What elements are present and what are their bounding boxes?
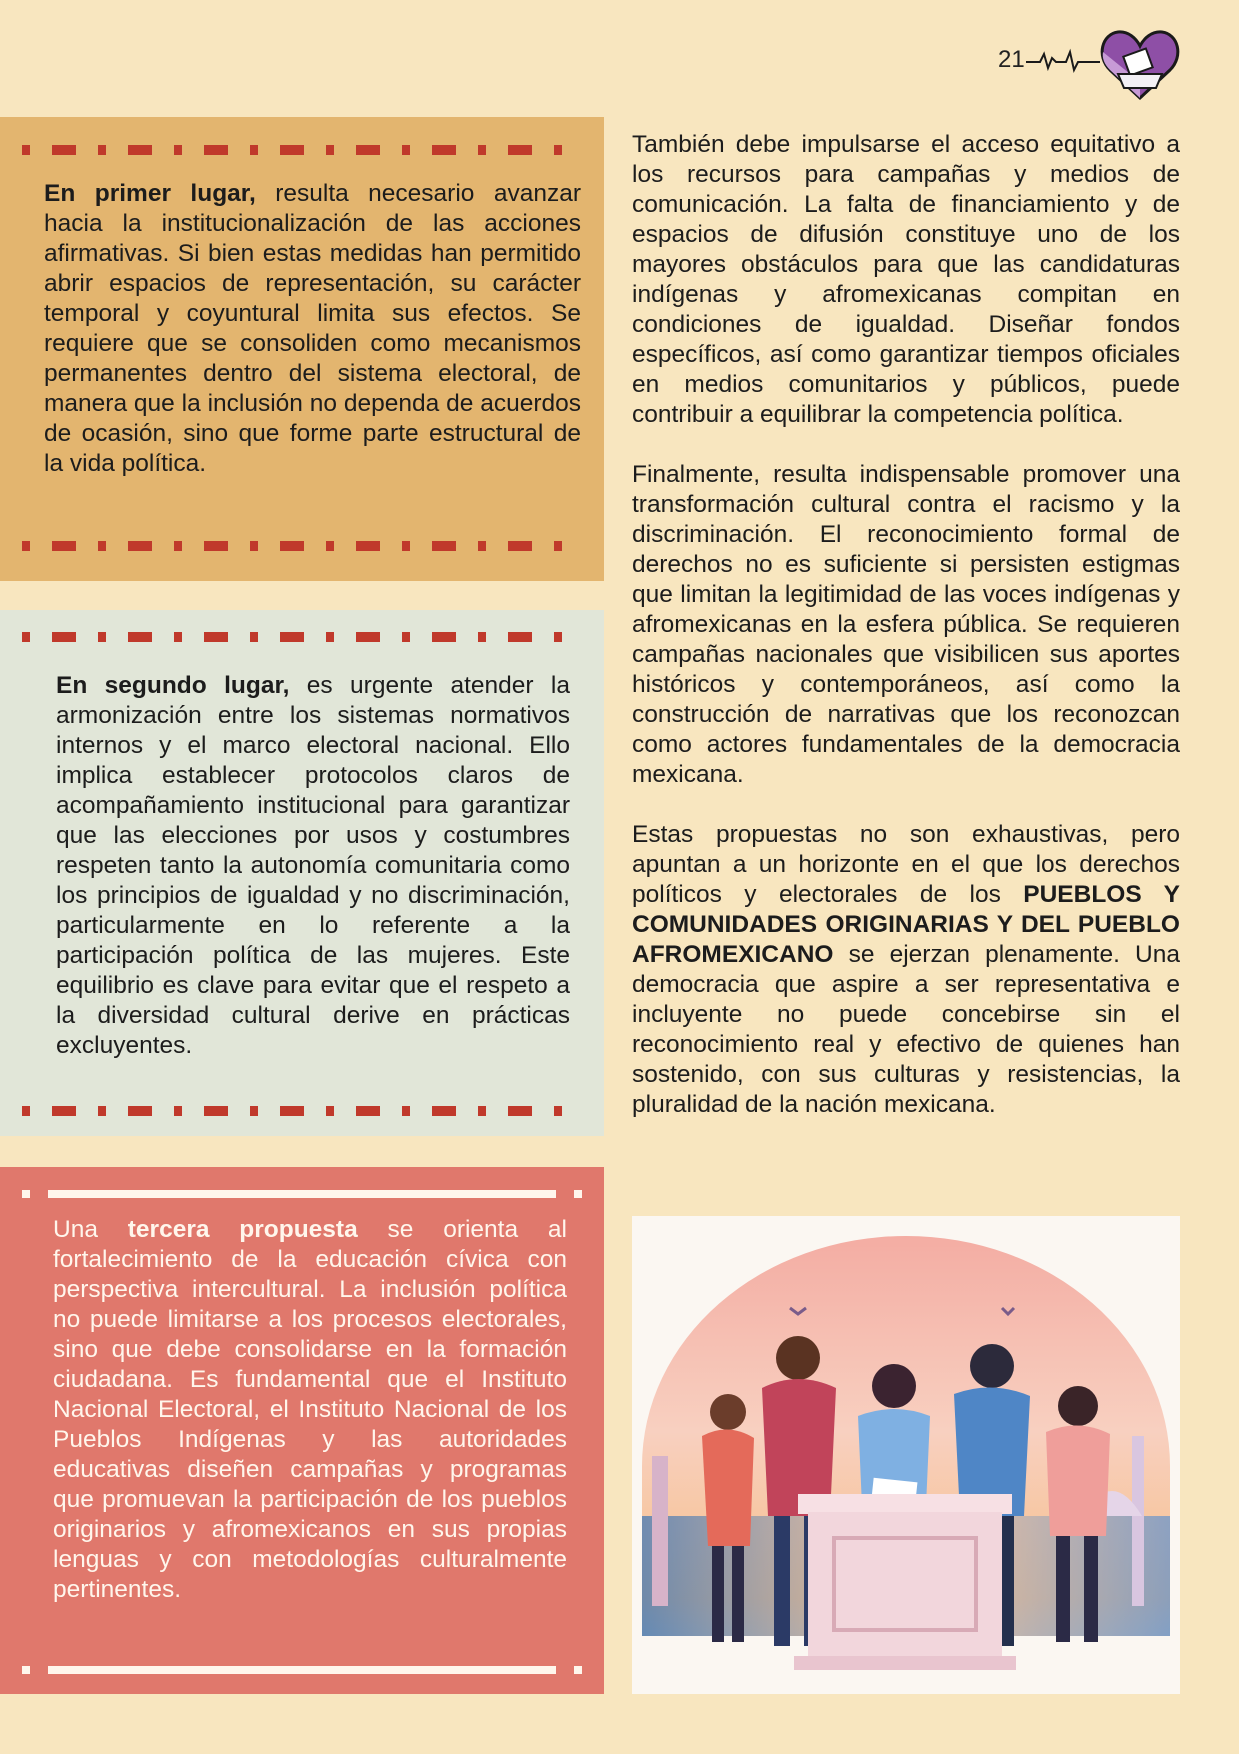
first-proposal-lead: En primer lugar, (44, 180, 256, 207)
dashed-border-bottom (22, 541, 582, 551)
first-proposal-box (0, 117, 604, 581)
dashed-border-top (22, 145, 582, 155)
second-proposal-text: En segundo lugar, es urgente atender la armonización entre los sistemas normativos internos y el marco electoral nacional. Ello implica establecer protocolos claros de acompañamiento institucional para garantizar que las elecciones por usos y costumbres respeten tanto la autonomía comunitaria como los principios de igualdad y no discriminación, particularmente en lo referente a la participación política de las mujeres. Este equilibrio es clave para evitar que el respeto a la diversidad cultural derive en prácticas excluyentes. (56, 672, 570, 1059)
heart-ballot-icon (1026, 22, 1180, 102)
third-proposal-box (0, 1167, 604, 1694)
page-number: 21 (998, 46, 1025, 73)
dashed-border-top (22, 632, 582, 642)
right-column (632, 130, 1180, 1150)
third-proposal-text: Una tercera propuesta se orienta al fortalecimiento de la educación cívica con perspectiva intercultural. La inclusión política no puede limitarse a los procesos electorales, sino que debe consolidarse en la formación ciudadana. Es fundamental que el Instituto Nacional Electoral, el Instituto Nacional de los Pueblos Indígenas y las autoridades educativas diseñen campañas y programas que promuevan la participación de los pueblos originarios y afromexicanos en sus propias lenguas y con metodologías culturalmente pertinentes. (53, 1216, 567, 1603)
highlighted-peoples: PUEBLOS Y COMUNIDADES ORIGINARIAS Y DEL PUEBLO AFROMEXICANO (632, 881, 1180, 968)
voting-community-illustration (632, 1216, 1180, 1694)
second-proposal-lead: En segundo lugar, (56, 672, 290, 699)
second-proposal-box (0, 610, 604, 1136)
border-top (22, 1189, 582, 1199)
paragraph-conclusion: Estas propuestas no son exhaustivas, pero apuntan a un horizonte en el que los derechos políticos y electorales de los PUEBLOS Y COMUNIDADES ORIGINARIAS Y DEL PUEBLO AFROMEXICANO se ejerzan plenamente. Una democracia que aspire a ser representativa e incluyente no puede concebirse sin el reconocimiento real y efectivo de quienes han sostenido, con sus culturas y resistencias, la pluralidad de la nación mexicana. (632, 821, 1180, 1118)
dashed-border-bottom (22, 1106, 582, 1116)
third-proposal-lead: tercera propuesta (127, 1216, 358, 1243)
paragraph-cultural-transformation: Finalmente, resulta indispensable promover una transformación cultural contra el racismo y la discriminación. El reconocimiento formal de derechos no es suficiente si persisten estigmas que limitan la legitimidad de las voces indígenas y afromexicanas en la esfera pública. Se requieren campañas nacionales que visibilicen sus aportes históricos y contemporáneos, así como la construcción de narrativas que los reconozcan como actores fundamentales de la democracia mexicana. (632, 461, 1180, 788)
first-proposal-text: En primer lugar, resulta necesario avanzar hacia la institucionalización de las acciones afirmativas. Si bien estas medidas han permitido abrir espacios de representación, su carácter temporal y coyuntural limita sus efectos. Se requiere que se consoliden como mecanismos permanentes dentro del sistema electoral, de manera que la inclusión no dependa de acuerdos de ocasión, sino que forme parte estructural de la vida política. (44, 180, 581, 477)
border-bottom (22, 1665, 582, 1675)
paragraph-resources: También debe impulsarse el acceso equitativo a los recursos para campañas y medios de comunicación. La falta de financiamiento y de espacios de difusión constituye uno de los mayores obstáculos para que las candidaturas indígenas y afromexicanas compitan en condiciones de igualdad. Diseñar fondos específicos, así como garantizar tiempos oficiales en medios comunitarios y públicos, puede contribuir a equilibrar la competencia política. (632, 131, 1180, 428)
